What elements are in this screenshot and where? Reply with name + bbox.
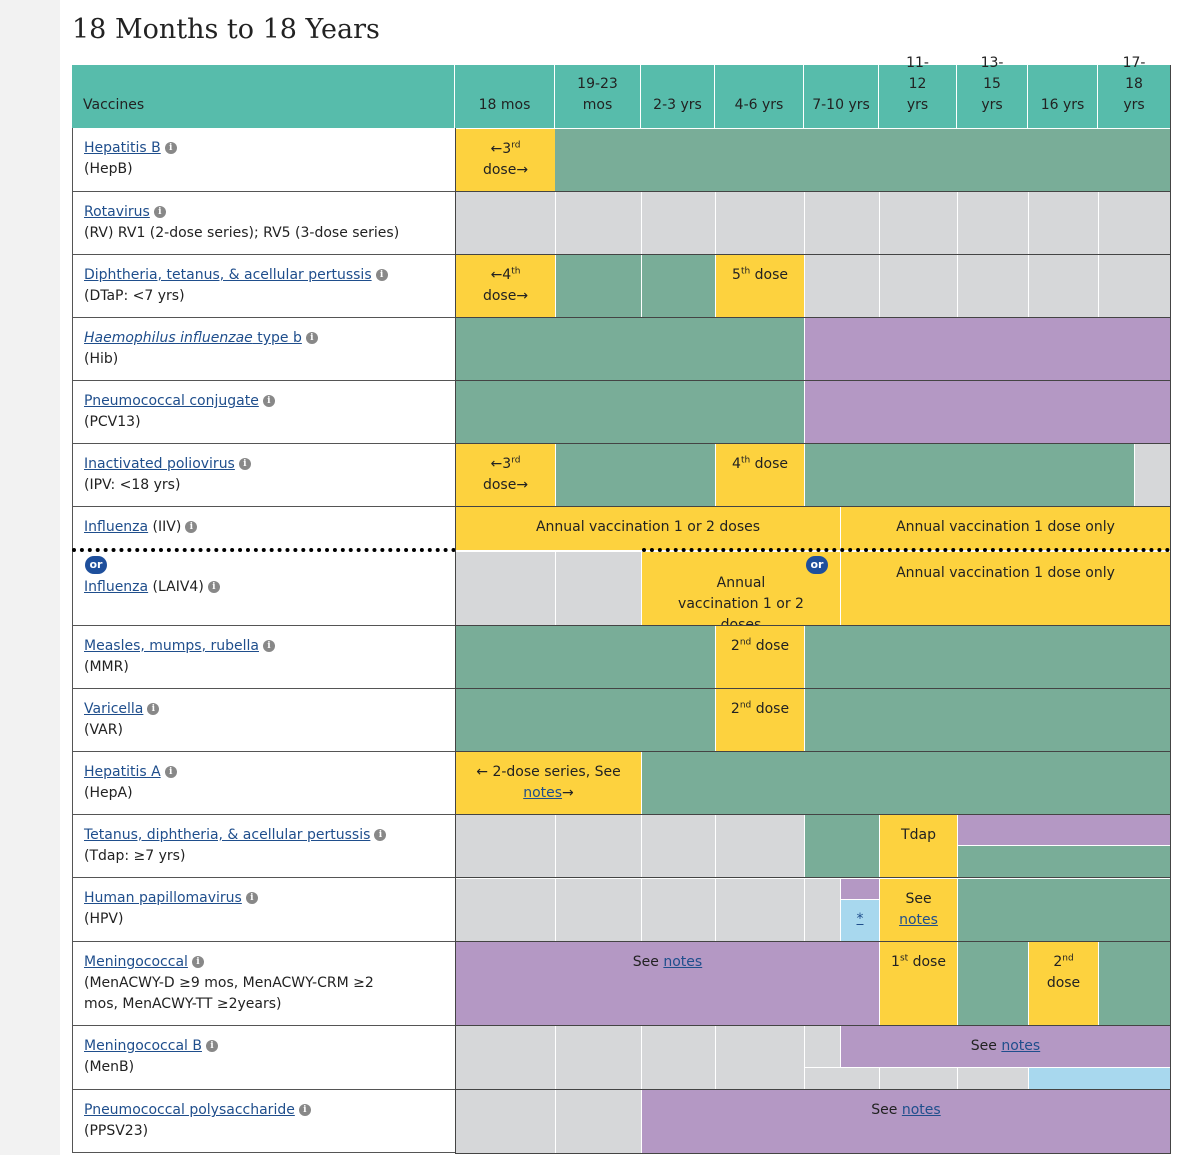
vaccine-abbrev: (MenACWY-D ≥9 mos, MenACWY-CRM ≥2 mos, MenACWY-TT ≥2years): [84, 975, 374, 1012]
header-4-6-yrs: 4-6 yrs: [715, 65, 804, 128]
pcv13-catchup-bar: [456, 381, 804, 443]
rotavirus-na-cell: [880, 192, 957, 254]
rotavirus-na-cell: [456, 192, 555, 254]
cell-text: ←3: [490, 141, 512, 157]
row-pcv13-label: [72, 381, 456, 444]
ppsv23-high-risk-bar: [642, 1090, 1170, 1153]
vaccine-abbrev: (VAR): [84, 722, 123, 738]
menb-na-cell: [880, 1068, 957, 1089]
vaccine-abbrev: (RV) RV1 (2-dose series); RV5 (3-dose series): [84, 225, 400, 241]
or-separator-dots: [642, 548, 1170, 552]
laiv-na-cell: [456, 552, 555, 625]
hpv-na-cell: [642, 879, 715, 941]
info-icon[interactable]: i: [306, 332, 318, 344]
or-badge: or: [806, 556, 828, 574]
header-16-yrs: 16 yrs: [1028, 65, 1098, 128]
row-influenza-label: [72, 507, 456, 626]
influenza-iiv-1-or-2-doses-bar: Annual vaccination 1 or 2 doses: [456, 507, 840, 550]
hib-italic-name: Haemophilus influenzae: [84, 330, 253, 346]
mmr-2nd-dose-cell: [716, 626, 804, 688]
tdap-high-risk-bar: [958, 815, 1170, 845]
notes-link[interactable]: notes: [663, 954, 703, 970]
asterisk-note-link[interactable]: *: [856, 911, 864, 927]
ordinal-suffix: st: [899, 953, 909, 964]
ordinal-suffix: nd: [739, 700, 752, 711]
hpv-catchup-bar: [958, 879, 1170, 941]
grid-line: [455, 814, 1171, 815]
info-icon[interactable]: i: [263, 640, 275, 652]
notes-link[interactable]: notes: [523, 785, 563, 801]
info-icon[interactable]: i: [147, 703, 159, 715]
tdap-na-cell: [556, 815, 641, 877]
grid-line: [455, 1025, 1171, 1026]
dtap-na-cell: [958, 255, 1028, 317]
cell-text: 2: [730, 638, 740, 654]
header-19-23-mos: [555, 65, 641, 128]
vaccine-abbrev: (PPSV23): [84, 1123, 149, 1139]
row-meningococcal-label: [72, 942, 456, 1026]
menb-na-cell: [556, 1026, 641, 1089]
menb-na-cell: [805, 1026, 840, 1067]
grid-line: [455, 443, 1171, 444]
influenza-iiv-suffix: (IIV): [148, 519, 182, 535]
or-badge: or: [85, 556, 107, 574]
tdap-routine-cell: Tdap: [880, 815, 957, 877]
hpv-high-risk-cell: [841, 879, 879, 899]
row-tdap-label: [72, 815, 456, 878]
tdap-catchup-cell: [805, 815, 879, 877]
grid-line: [455, 254, 1171, 255]
cell-text: 2: [730, 701, 740, 717]
grid-line: [455, 128, 456, 1154]
cell-text: dose: [750, 267, 788, 283]
info-icon[interactable]: i: [263, 395, 275, 407]
rotavirus-na-cell: [716, 192, 804, 254]
hepb-3rd-dose-cell: [456, 129, 555, 191]
vaccine-abbrev: (DTaP: <7 yrs): [84, 288, 185, 304]
influenza-laiv-1-or-2-doses-bar: Annual vaccination 1 or 2: [642, 552, 840, 625]
notes-link[interactable]: notes: [901, 1102, 941, 1118]
info-icon[interactable]: i: [208, 581, 220, 593]
grid-line: [455, 688, 1171, 689]
ipv-na-cell: [1135, 444, 1170, 506]
info-icon[interactable]: i: [299, 1104, 311, 1116]
hepatitis-a-link[interactable]: Hepatitis A: [84, 764, 161, 780]
info-icon[interactable]: i: [192, 956, 204, 968]
vaccine-abbrev: (MenB): [84, 1059, 135, 1075]
hib-catchup-bar: [456, 318, 804, 380]
influenza-laiv-line: [84, 577, 220, 598]
inactivated-poliovirus-link[interactable]: Inactivated poliovirus: [84, 456, 235, 472]
grid-line: [455, 877, 1171, 878]
header-text: 11-12 yrs: [906, 55, 929, 113]
ppsv23-na-cell: [556, 1090, 641, 1153]
cell-text: See: [970, 1038, 1002, 1054]
info-icon[interactable]: i: [376, 269, 388, 281]
info-icon[interactable]: i: [246, 892, 258, 904]
tdap-na-cell: [642, 815, 715, 877]
vaccine-abbrev: (Hib): [84, 351, 119, 367]
mmr-catchup-bar: [805, 626, 1170, 688]
hpv-na-cell: [456, 879, 555, 941]
grid-line: [455, 625, 1171, 626]
dtap-na-cell: [1099, 255, 1170, 317]
mmr-link[interactable]: Measles, mumps, rubella: [84, 638, 259, 654]
hpv-link[interactable]: Human papillomavirus: [84, 890, 242, 906]
cell-text: 1: [891, 954, 900, 970]
header-2-3-yrs: 2-3 yrs: [641, 65, 715, 128]
cell-text: dose→: [482, 477, 529, 493]
row-mmr-label: [72, 626, 456, 689]
info-icon[interactable]: i: [374, 829, 386, 841]
varicella-link[interactable]: Varicella: [84, 701, 144, 717]
vaccine-abbrev: (IPV: <18 yrs): [84, 477, 181, 493]
rotavirus-na-cell: [556, 192, 641, 254]
info-icon[interactable]: i: [165, 766, 177, 778]
vaccine-abbrev: (MMR): [84, 659, 129, 675]
pneumococcal-conjugate-link[interactable]: Pneumococcal conjugate: [84, 393, 259, 409]
or-separator-dots: [72, 548, 456, 552]
meningococcal-2nd-dose-cell: [1029, 942, 1098, 1025]
ordinal-suffix: th: [740, 455, 751, 466]
header-18-mos: 18 mos: [455, 65, 555, 128]
dtap-catchup-cell: [642, 255, 715, 317]
grid-line: [455, 1153, 1171, 1154]
header-7-10-yrs: 7-10 yrs: [804, 65, 879, 128]
row-dtap-label: [72, 255, 456, 318]
var-2nd-dose-cell: [716, 689, 804, 751]
cell-text: dose: [751, 701, 790, 717]
hpv-routine-cell: [880, 879, 957, 941]
hpv-na-cell: [716, 879, 804, 941]
row-varicella-label: [72, 689, 456, 752]
row-ipv-label: [72, 444, 456, 507]
vaccine-abbrev: (Tdap: ≥7 yrs): [84, 848, 186, 864]
menb-na-cell: [958, 1068, 1028, 1089]
grid-line: [455, 191, 1171, 192]
tdap-catchup-bar: [958, 846, 1170, 877]
influenza-laiv-1-dose-bar: Annual vaccination 1 dose only: [841, 552, 1170, 625]
cell-text: See: [905, 891, 932, 907]
meningococcal-catchup-cell: [1099, 942, 1170, 1025]
cell-text: See: [632, 954, 664, 970]
tdap-na-cell: [456, 815, 555, 877]
grid-line: [455, 380, 1171, 381]
row-hpv-label: [72, 878, 456, 942]
ordinal-suffix: th: [740, 266, 751, 277]
hpv-na-cell: [556, 879, 641, 941]
cell-text: dose→: [482, 162, 529, 178]
dtap-link[interactable]: Diphtheria, tetanus, & acellular pertussis: [84, 267, 372, 283]
row-hepatitis-a-label: [72, 752, 456, 815]
meningococcal-catchup-cell: [958, 942, 1028, 1025]
header-11-12-yrs: [879, 55, 957, 128]
laiv-na-cell: [556, 552, 641, 625]
dtap-na-cell: [805, 255, 879, 317]
arrow-glyph: →: [562, 785, 574, 801]
influenza-laiv-link[interactable]: Influenza: [84, 579, 149, 595]
ppsv23-na-cell: [456, 1090, 555, 1153]
ordinal-suffix: rd: [511, 455, 521, 466]
pneumococcal-polysaccharide-link[interactable]: Pneumococcal polysaccharide: [84, 1102, 295, 1118]
vaccine-abbrev: (HepB): [84, 161, 133, 177]
grid-line: [1170, 65, 1171, 1154]
cell-text: 2: [1053, 954, 1063, 970]
menb-na-cell: [456, 1026, 555, 1089]
info-icon[interactable]: i: [165, 142, 177, 154]
influenza-iiv-1-dose-bar: Annual vaccination 1 dose only: [841, 507, 1170, 550]
ordinal-suffix: rd: [511, 140, 521, 151]
row-rotavirus-label: [72, 192, 456, 255]
ordinal-suffix: nd: [739, 637, 752, 648]
rotavirus-na-cell: [642, 192, 715, 254]
cell-text: ←3: [490, 456, 512, 472]
rotavirus-na-cell: [805, 192, 879, 254]
menb-high-risk-bar: [841, 1026, 1170, 1067]
dtap-4th-dose-cell: [456, 255, 555, 317]
header-text: 19-23 mos: [577, 76, 618, 113]
hib-link[interactable]: [84, 330, 302, 346]
ipv-catchup-bar: [556, 444, 715, 506]
grid-line: [455, 941, 1171, 942]
grid-line: [455, 317, 1171, 318]
hepa-2-dose-series-cell: [456, 752, 641, 814]
meningococcal-1st-dose-cell: [880, 942, 957, 1025]
hepatitis-b-link[interactable]: Hepatitis B: [84, 140, 161, 156]
cell-text: dose→: [482, 288, 529, 304]
dtap-na-cell: [1029, 255, 1098, 317]
ipv-4th-dose-cell: [716, 444, 804, 506]
ordinal-suffix: th: [511, 266, 521, 277]
tdap-na-cell: [716, 815, 804, 877]
var-catchup-bar: [805, 689, 1170, 751]
ordinal-suffix: nd: [1062, 953, 1074, 964]
header-text: 17-18 yrs: [1122, 55, 1146, 113]
vaccine-abbrev: (HepA): [84, 785, 133, 801]
hepa-catchup-bar: [642, 752, 1170, 814]
vaccine-abbrev: (PCV13): [84, 414, 141, 430]
cell-text: 5: [732, 267, 741, 283]
row-hib-label: [72, 318, 456, 381]
meningococcal-link[interactable]: Meningococcal: [84, 954, 188, 970]
rotavirus-na-cell: [1029, 192, 1098, 254]
info-icon[interactable]: i: [239, 458, 251, 470]
info-icon[interactable]: i: [154, 206, 166, 218]
menb-shared-decision-bar: [1029, 1068, 1170, 1089]
cell-text: ← 2-dose series, See: [476, 764, 621, 780]
pcv13-high-risk-bar: [805, 381, 1170, 443]
mmr-catchup-bar: [456, 626, 715, 688]
header-17-18-yrs: [1098, 55, 1170, 128]
dtap-na-cell: [880, 255, 957, 317]
grid-line: [455, 1089, 1171, 1090]
menb-na-cell: [716, 1026, 804, 1089]
hpv-na-cell: [805, 879, 840, 941]
header-text: 13-15 yrs: [980, 55, 1004, 113]
header-13-15-yrs: [957, 55, 1028, 128]
ipv-3rd-dose-cell: [456, 444, 555, 506]
cell-text: dose: [908, 954, 946, 970]
notes-link[interactable]: notes: [1001, 1038, 1041, 1054]
hib-name-rest: type b: [252, 330, 302, 346]
info-icon[interactable]: i: [206, 1040, 218, 1052]
tdap-link[interactable]: Tetanus, diphtheria, & acellular pertussis: [84, 827, 371, 843]
dtap-5th-dose-cell: [716, 255, 804, 317]
row-menb-label: [72, 1026, 456, 1090]
cell-text: ←4: [490, 267, 512, 283]
rotavirus-na-cell: [1099, 192, 1170, 254]
meningococcal-high-risk-bar: [456, 942, 879, 1025]
rotavirus-na-cell: [958, 192, 1028, 254]
cell-text: 4: [732, 456, 741, 472]
header-vaccines: Vaccines: [72, 65, 455, 128]
grid-line: [455, 751, 1171, 752]
info-icon[interactable]: i: [185, 521, 197, 533]
hepb-catchup-bar: [555, 129, 1170, 191]
cell-text: See: [871, 1102, 902, 1118]
cell-text: dose: [1046, 975, 1081, 991]
menb-na-cell: [642, 1026, 715, 1089]
cell-text: dose: [750, 456, 788, 472]
grid-line: [455, 506, 1171, 507]
hpv-shared-decision-cell: [841, 900, 879, 941]
rotavirus-link[interactable]: Rotavirus: [84, 204, 150, 220]
page-title: 18 Months to 18 Years: [72, 14, 380, 45]
menb-na-cell: [805, 1068, 879, 1089]
var-catchup-bar: [456, 689, 715, 751]
hib-high-risk-bar: [805, 318, 1170, 380]
row-ppsv23-label: [72, 1090, 456, 1153]
row-hepatitis-b-label: [72, 128, 456, 192]
ipv-catchup-bar: [805, 444, 1134, 506]
influenza-iiv-link[interactable]: Influenza: [84, 519, 149, 535]
cell-text: dose: [751, 638, 790, 654]
notes-link[interactable]: notes: [899, 912, 938, 928]
dtap-catchup-cell: [556, 255, 641, 317]
influenza-laiv-suffix: (LAIV4): [148, 579, 204, 595]
meningococcal-b-link[interactable]: Meningococcal B: [84, 1038, 202, 1054]
vaccine-abbrev: (HPV): [84, 911, 124, 927]
